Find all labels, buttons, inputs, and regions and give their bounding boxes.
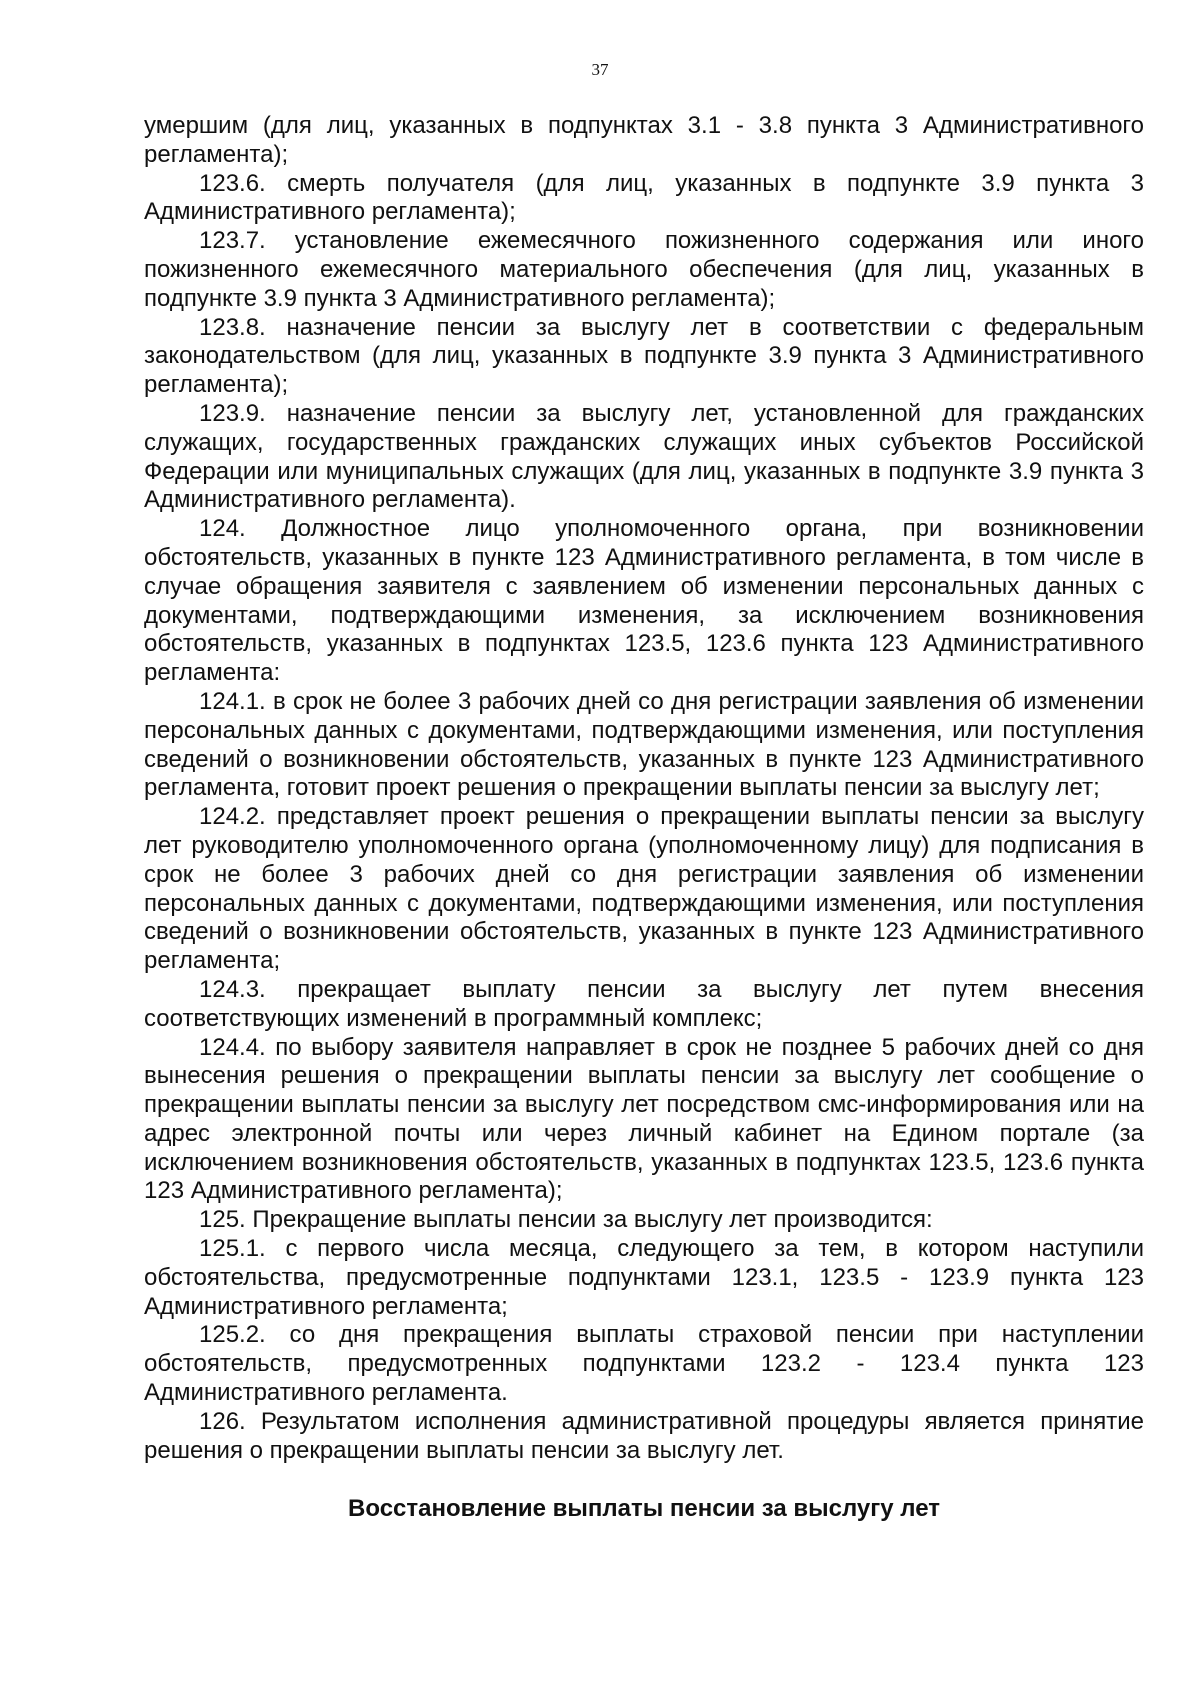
paragraph-124-4: 124.4. по выбору заявителя направляет в срок не позднее 5 рабочих дней со дня вынесения решения о прекращении выплаты пенсии за выслугу лет сообщение о прекращении выплаты пенсии за выслугу лет посредством смс-информирования или на адрес электронной почты или через личный кабинет на Едином портале (за исключением возникновения обстоятельств, указанных в подпунктах 123.5, 123.6 пункта 123 Административного регламента); bbox=[144, 1033, 1144, 1205]
page-number: 37 bbox=[591, 60, 609, 79]
paragraph-126: 126. Результатом исполнения административной процедуры является принятие решения о прекращении выплаты пенсии за выслугу лет. bbox=[144, 1407, 1144, 1464]
section-heading: Восстановление выплаты пенсии за выслугу лет bbox=[348, 1495, 940, 1523]
paragraph-123-6: 123.6. смерть получателя (для лиц, указанных в подпункте 3.9 пункта 3 Административного регламента); bbox=[144, 169, 1144, 226]
paragraph-123-8: 123.8. назначение пенсии за выслугу лет в соответствии с федеральным законодательством (для лиц, указанных в подпункте 3.9 пункта 3 Административного регламента); bbox=[144, 313, 1144, 399]
paragraph-124-2: 124.2. представляет проект решения о прекращении выплаты пенсии за выслугу лет руководителю уполномоченного органа (уполномоченному лицу) для подписания в срок не более 3 рабочих дней со дня регистрации заявления об изменении персональных данных с документами, подтверждающими изменения, или поступления сведений о возникновении обстоятельств, указанных в пункте 123 Административного регламента; bbox=[144, 803, 1144, 975]
paragraph-124: 124. Должностное лицо уполномоченного органа, при возникновении обстоятельств, указанных в пункте 123 Административного регламента, в том числе в случае обращения заявителя с заявлением об изменении персональных данных с документами, подтверждающими изменения, за исключением возникновения обстоятельств, указанных в подпунктах 123.5, 123.6 пункта 123 Административного регламента: bbox=[144, 515, 1144, 687]
paragraph-125-2: 125.2. со дня прекращения выплаты страховой пенсии при наступлении обстоятельств, предусмотренных подпунктами 123.2 - 123.4 пункта 123 Административного регламента. bbox=[144, 1321, 1144, 1407]
paragraph-125: 125. Прекращение выплаты пенсии за выслугу лет производится: bbox=[199, 1206, 933, 1234]
paragraph-124-3: 124.3. прекращает выплату пенсии за выслугу лет путем внесения соответствующих изменений в программный комплекс; bbox=[144, 975, 1144, 1032]
document-body bbox=[144, 112, 1144, 1524]
paragraph-123-9: 123.9. назначение пенсии за выслугу лет, установленной для гражданских служащих, государственных гражданских служащих иных субъектов Российской Федерации или муниципальных служащих (для лиц, указанных в подпункте 3.9 пункта 3 Административного регламента). bbox=[144, 399, 1144, 514]
paragraph-124-1: 124.1. в срок не более 3 рабочих дней со дня регистрации заявления об изменении персональных данных с документами, подтверждающими изменения, или поступления сведений о возникновении обстоятельств, указанных в пункте 123 Административного регламента, готовит проект решения о прекращении выплаты пенсии за выслугу лет; bbox=[144, 687, 1144, 802]
paragraph-continuation: умершим (для лиц, указанных в подпунктах 3.1 - 3.8 пункта 3 Административного регламента); bbox=[144, 112, 1144, 168]
paragraph-125-1: 125.1. с первого числа месяца, следующего за тем, в котором наступили обстоятельства, предусмотренные подпунктами 123.1, 123.5 - 123.9 пункта 123 Административного регламента; bbox=[144, 1235, 1144, 1320]
paragraph-123-7: 123.7. установление ежемесячного пожизненного содержания или иного пожизненного ежемесячного материального обеспечения (для лиц, указанных в подпункте 3.9 пункта 3 Административного регламента); bbox=[144, 227, 1144, 312]
